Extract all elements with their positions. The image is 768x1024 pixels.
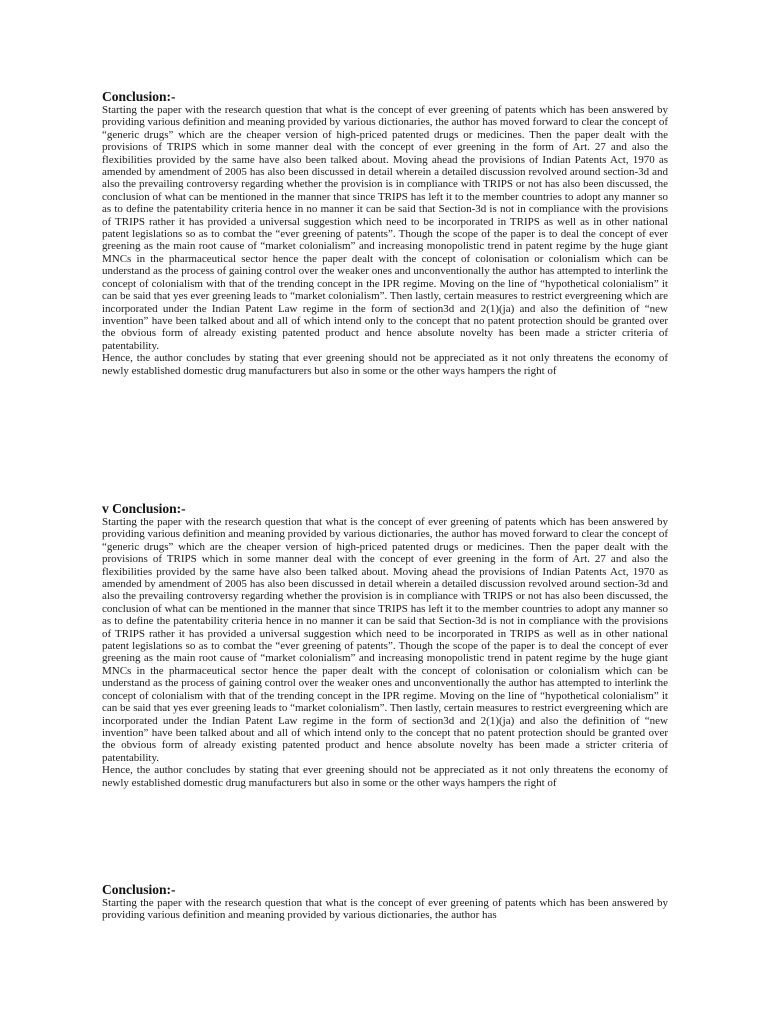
section-paragraph: Hence, the author concludes by stating that ever greening should not be appreciated as it not only threatens the economy of newly established domestic drug manufacturers but also in some or the other ways hampers the right of (102, 352, 668, 377)
section-heading: v Conclusion:- (102, 501, 186, 516)
section-heading: Conclusion:- (102, 882, 176, 897)
conclusion-section-2 (102, 501, 668, 789)
section-paragraph: Starting the paper with the research question that what is the concept of ever greening of patents which has been answered by providing various definition and meaning provided by various dictionaries, the author has moved forward to clear the concept of “generic drugs” which are the cheaper version of high-priced patented drugs or medicines. Then the paper dealt with the provisions of TRIPS which in some manner deal with the concept of ever greening in the form of Art. 27 and also the flexibilities provided by the same have also been talked about. Moving ahead the provisions of Indian Patents Act, 1970 as amended by amendment of 2005 has also been discussed in detail wherein a detailed discussion revolved around section-3d and also the prevailing controversy regarding whether the provision is in compliance with TRIPS or not has also been discussed, the conclusion of what can be mentioned in the manner that since TRIPS has left it to the member countries to adopt any manner so as to define the patentability criteria hence in no manner it can be said that Section-3d is not in compliance with the provisions of TRIPS rather it has provided a universal suggestion which need to be incorporated in TRIPS as well as in other national patent legislations so as to combat the “ever greening of patents”. Though the scope of the paper is to deal the concept of ever greening as the main root cause of “market colonialism” and increasing monopolistic trend in patent regime by the huge giant MNCs in the pharmaceutical sector hence the paper dealt with the concept of colonisation or colonialism which can be understand as the process of gaining control over the weaker ones and unconventionally the author has attempted to interlink the concept of colonialism with that of the trending concept in the IPR regime. Moving on the line of “hypothetical colonialism” it can be said that yes ever greening leads to “market colonialism”. Then lastly, certain measures to restrict evergreening which are incorporated under the Indian Patent Law regime in the form of section3d and 2(1)(ja) and also the definition of “new invention” have been talked about and all of which intend only to the concept that no patent protection should be granted over the obvious form of already existing patented product and hence absolute novelty has been made a stricter criteria of patentability. (102, 516, 668, 764)
conclusion-section-3 (102, 882, 668, 922)
section-paragraph: Starting the paper with the research question that what is the concept of ever greening of patents which has been answered by providing various definition and meaning provided by various dictionaries, the author has moved forward to clear the concept of “generic drugs” which are the cheaper version of high-priced patented drugs or medicines. Then the paper dealt with the provisions of TRIPS which in some manner deal with the concept of ever greening in the form of Art. 27 and also the flexibilities provided by the same have also been talked about. Moving ahead the provisions of Indian Patents Act, 1970 as amended by amendment of 2005 has also been discussed in detail wherein a detailed discussion revolved around section-3d and also the prevailing controversy regarding whether the provision is in compliance with TRIPS or not has also been discussed, the conclusion of what can be mentioned in the manner that since TRIPS has left it to the member countries to adopt any manner so as to define the patentability criteria hence in no manner it can be said that Section-3d is not in compliance with the provisions of TRIPS rather it has provided a universal suggestion which need to be incorporated in TRIPS as well as in other national patent legislations so as to combat the “ever greening of patents”. Though the scope of the paper is to deal the concept of ever greening as the main root cause of “market colonialism” and increasing monopolistic trend in patent regime by the huge giant MNCs in the pharmaceutical sector hence the paper dealt with the concept of colonisation or colonialism which can be understand as the process of gaining control over the weaker ones and unconventionally the author has attempted to interlink the concept of colonialism with that of the trending concept in the IPR regime. Moving on the line of “hypothetical colonialism” it can be said that yes ever greening leads to “market colonialism”. Then lastly, certain measures to restrict evergreening which are incorporated under the Indian Patent Law regime in the form of section3d and 2(1)(ja) and also the definition of “new invention” have been talked about and all of which intend only to the concept that no patent protection should be granted over the obvious form of already existing patented product and hence absolute novelty has been made a stricter criteria of patentability. (102, 104, 668, 352)
conclusion-section-1 (102, 89, 668, 377)
section-paragraph: Starting the paper with the research question that what is the concept of ever greening of patents which has been answered by providing various definition and meaning provided by various dictionaries, the author has (102, 897, 668, 922)
section-heading: Conclusion:- (102, 89, 176, 104)
section-paragraph: Hence, the author concludes by stating that ever greening should not be appreciated as it not only threatens the economy of newly established domestic drug manufacturers but also in some or the other ways hampers the right of (102, 764, 668, 789)
